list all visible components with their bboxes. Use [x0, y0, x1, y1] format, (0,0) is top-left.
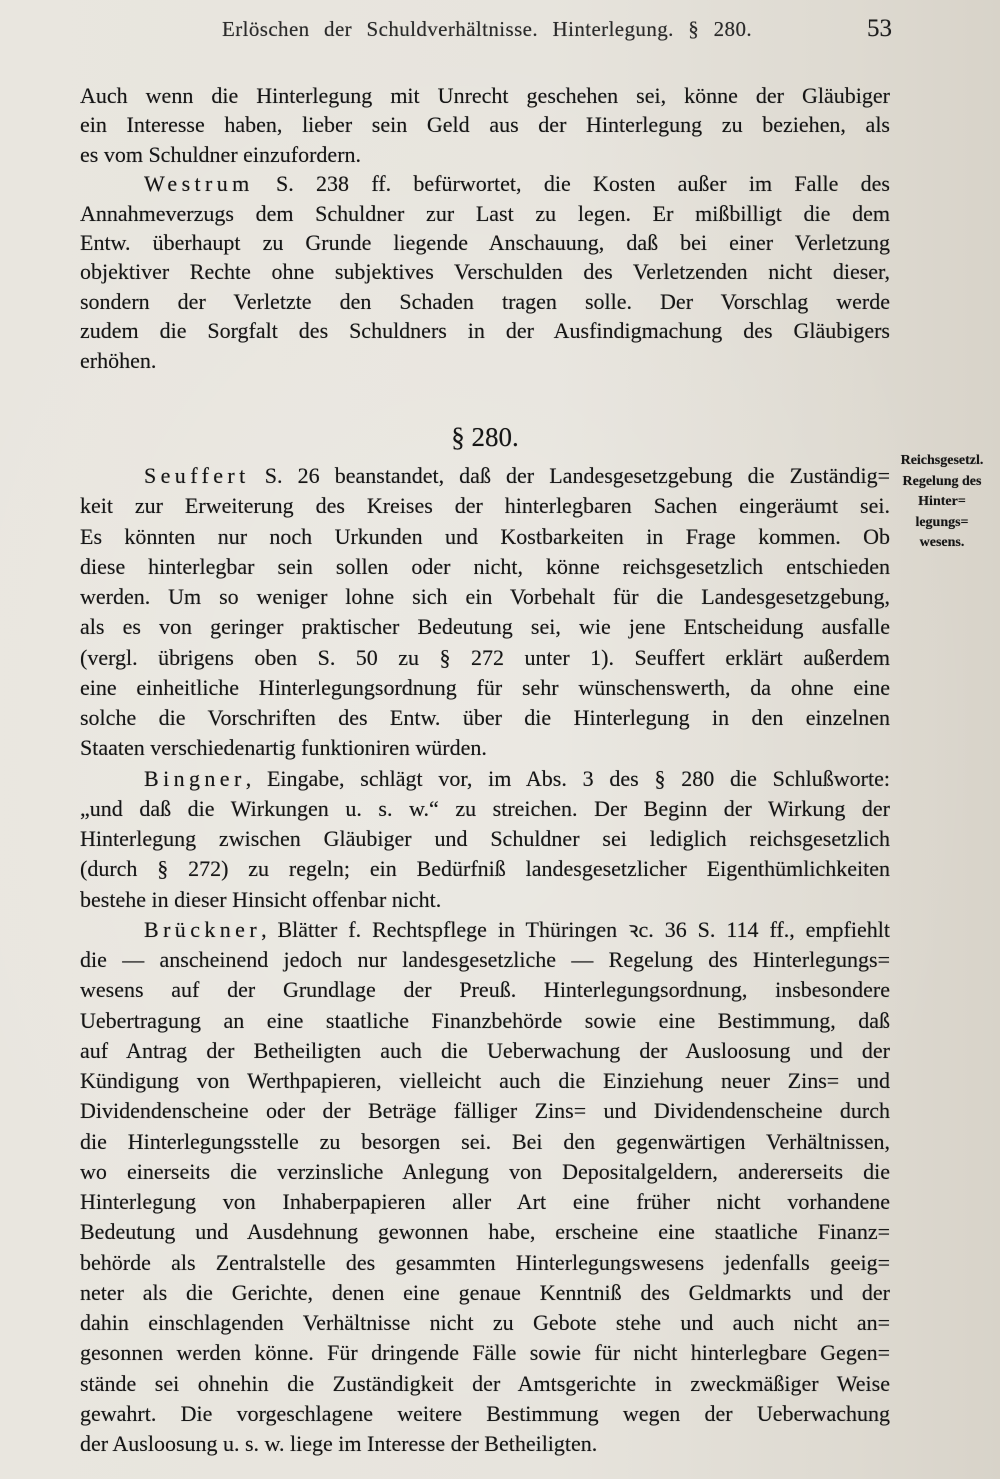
text-line: [80, 1338, 890, 1368]
text-line: [80, 228, 890, 257]
text-line: [80, 915, 890, 945]
line-text: Es könnten nur noch Urkunden und Kostbarkeiten in Frage kommen. Ob: [80, 523, 890, 549]
line-text: zudem die Sorgfalt des Schuldners in der Ausfindigmachung des Gläubigers: [80, 318, 890, 344]
text-line: [80, 140, 890, 169]
line-text: sondern der Verletzte den Schaden tragen solle. Der Vorschlag werde: [80, 288, 890, 314]
line-text: Kündigung von Werthpapieren, vielleicht auch die Einziehung neuer Zins= und: [80, 1068, 890, 1093]
line-text: auf Antrag der Betheiligten auch die Ueberwachung der Ausloosung und der: [80, 1037, 890, 1063]
text-line: [80, 764, 890, 794]
line-text: wesens auf der Grundlage der Preuß. Hinterlegungsordnung, insbesondere: [80, 977, 890, 1003]
text-line: [80, 1308, 890, 1338]
text-line: [80, 491, 890, 521]
text-line: [80, 1127, 890, 1157]
line-text: gesonnen werden könne. Für dringende Fälle sowie für nicht hinterlegbare Gegen=: [80, 1340, 890, 1366]
paragraph: [80, 81, 890, 169]
text-line: [80, 110, 890, 139]
text-line: [80, 1036, 890, 1066]
paragraph: [80, 764, 890, 915]
line-text: , Eingabe, schlägt vor, im Abs. 3 des § 280 die Schlußworte:: [245, 765, 890, 791]
line-text: ein Interesse haben, lieber sein Geld aus der Hinterlegung zu beziehen, als: [80, 112, 890, 138]
text-line: [80, 257, 890, 286]
text-line: [80, 824, 890, 854]
line-text: erhöhen.: [80, 347, 157, 373]
paragraph: [80, 461, 890, 764]
text-line: [80, 975, 890, 1005]
text-line: [80, 522, 890, 552]
line-text: werden. Um so weniger lohne sich ein Vorbehalt für die Landesgesetzgebung,: [80, 584, 890, 609]
line-text: S. 238 ff. befürwortet, die Kosten außer im Falle des: [253, 171, 890, 197]
marginal-note: [890, 451, 994, 554]
author-name: Seuffert: [144, 463, 250, 488]
line-text: (vergl. übrigens oben S. 50 zu § 272 unter 1). Seuffert erklärt außerdem: [80, 644, 890, 670]
text-line: [80, 552, 890, 582]
line-text: Hinterlegung von Inhaberpapieren aller Art eine früher nicht vorhandene: [80, 1189, 890, 1214]
line-text: Staaten verschiedenartig funktioniren würden.: [80, 735, 487, 761]
line-text: dahin einschlagenden Verhältnisse nicht zu Gebote stehe und auch nicht an=: [80, 1310, 890, 1335]
running-header-title: Erlöschen der Schuldverhältnisse. Hinterlegung. § 280.: [222, 17, 752, 41]
line-text: objektiver Rechte ohne subjektives Verschulden des Verletzenden nicht dieser,: [80, 259, 890, 285]
marginal-note-line: Reichsgesetzl.: [900, 453, 984, 468]
text-line: [80, 1006, 890, 1036]
text-line: [80, 945, 890, 975]
line-text: die — anscheinend jedoch nur landesgesetzliche — Regelung des Hinterlegungs=: [80, 947, 890, 972]
marginal-note-line: wesens.: [919, 535, 965, 550]
line-text: „und daß die Wirkungen u. s. w.“ zu streichen. Der Beginn der Wirkung der: [80, 795, 890, 821]
text-line: [80, 854, 890, 884]
section-heading: § 280.: [451, 422, 519, 452]
text-line: [80, 1066, 890, 1096]
running-header: [0, 0, 1000, 52]
text-line: [80, 643, 890, 673]
text-line: [80, 169, 890, 198]
text-line: [80, 1399, 890, 1429]
text-line: [80, 582, 890, 612]
line-text: Bedeutung und Ausdehnung gewonnen habe, erscheine eine staatliche Finanz=: [80, 1219, 890, 1245]
line-text: bestehe in dieser Hinsicht offenbar nicht.: [80, 886, 442, 912]
paragraph: [80, 915, 890, 1460]
text-line: [80, 461, 890, 491]
line-text: Entw. überhaupt zu Grunde liegende Anschauung, daß bei einer Verletzung: [80, 229, 890, 255]
line-text: die Hinterlegungsstelle zu besorgen sei. Bei den gegenwärtigen Verhältnissen,: [80, 1128, 890, 1154]
line-text: , Blätter f. Rechtspflege in Thüringen ꝛc. 36 S. 114 ff., empfiehlt: [261, 916, 890, 942]
author-name: Brückner: [144, 916, 262, 942]
text-line: [80, 1429, 890, 1459]
line-text: der Ausloosung u. s. w. liege im Interesse der Betheiligten.: [80, 1431, 598, 1456]
line-text: es vom Schuldner einzufordern.: [80, 141, 362, 167]
text-line: [80, 1096, 890, 1126]
line-text: stände sei ohnehin die Zuständigkeit der Amtsgerichte in zweckmäßiger Weise: [80, 1370, 890, 1396]
text-line: [80, 733, 890, 763]
marginal-note-line: legungs=: [915, 514, 969, 530]
author-name: Westrum: [144, 171, 254, 197]
author-name: Bingner: [144, 765, 246, 791]
intro-text: [80, 81, 890, 375]
line-text: (durch § 272) zu regeln; ein Bedürfniß landesgesetzlicher Eigenthümlichkeiten: [80, 856, 890, 882]
section-text: [80, 461, 890, 1459]
text-line: [80, 287, 890, 316]
line-text: wo einerseits die verzinsliche Anlegung von Depositalgeldern, andererseits die: [80, 1158, 890, 1184]
paragraph: [80, 169, 890, 375]
text-line: [80, 1217, 890, 1247]
text-line: [80, 885, 890, 915]
line-text: eine einheitliche Hinterlegungsordnung für sehr wünschenswerth, da ohne eine: [80, 674, 890, 700]
line-text: Auch wenn die Hinterlegung mit Unrecht geschehen sei, könne der Gläubiger: [80, 83, 890, 108]
text-line: [80, 794, 890, 824]
line-text: behörde als Zentralstelle des gesammten Hinterlegungswesens jedenfalls geeig=: [80, 1249, 890, 1275]
line-text: Uebertragung an eine staatliche Finanzbehörde sowie eine Bestimmung, daß: [80, 1007, 890, 1033]
text-line: [80, 1369, 890, 1399]
text-line: [80, 612, 890, 642]
text-line: [80, 673, 890, 703]
text-line: [80, 199, 890, 228]
line-text: S. 26 beanstandet, daß der Landesgesetzgebung die Zuständig=: [249, 463, 890, 488]
text-line: [80, 1248, 890, 1278]
text-line: [80, 1278, 890, 1308]
line-text: neter als die Gerichte, denen eine genaue Kenntniß des Geldmarkts und der: [80, 1279, 890, 1305]
line-text: als es von geringer praktischer Bedeutung sei, wie jene Entscheidung ausfalle: [80, 614, 890, 640]
text-line: [80, 1157, 890, 1187]
line-text: Annahmeverzugs dem Schuldner zur Last zu legen. Er mißbilligt die dem: [80, 200, 890, 226]
line-text: gewahrt. Die vorgeschlagene weitere Bestimmung wegen der Ueberwachung: [80, 1400, 890, 1426]
line-text: diese hinterlegbar sein sollen oder nicht, könne reichsgesetzlich entschieden: [80, 553, 890, 579]
text-line: [80, 1187, 890, 1217]
line-text: solche die Vorschriften des Entw. über die Hinterlegung in den einzelnen: [80, 705, 890, 730]
page-number: 53: [867, 15, 892, 42]
line-text: Hinterlegung zwischen Gläubiger und Schuldner sei lediglich reichsgesetzlich: [80, 826, 890, 851]
text-line: [80, 316, 890, 345]
text-line: [80, 81, 890, 110]
text-line: [80, 346, 890, 375]
line-text: Dividendenscheine oder der Beträge fälliger Zins= und Dividendenscheine durch: [80, 1098, 890, 1124]
marginal-note-line: Regelung des: [902, 473, 982, 489]
text-line: [80, 703, 890, 733]
line-text: keit zur Erweiterung des Kreises der hinterlegbaren Sachen eingeräumt sei.: [80, 493, 890, 519]
marginal-note-line: Hinter=: [918, 494, 966, 509]
